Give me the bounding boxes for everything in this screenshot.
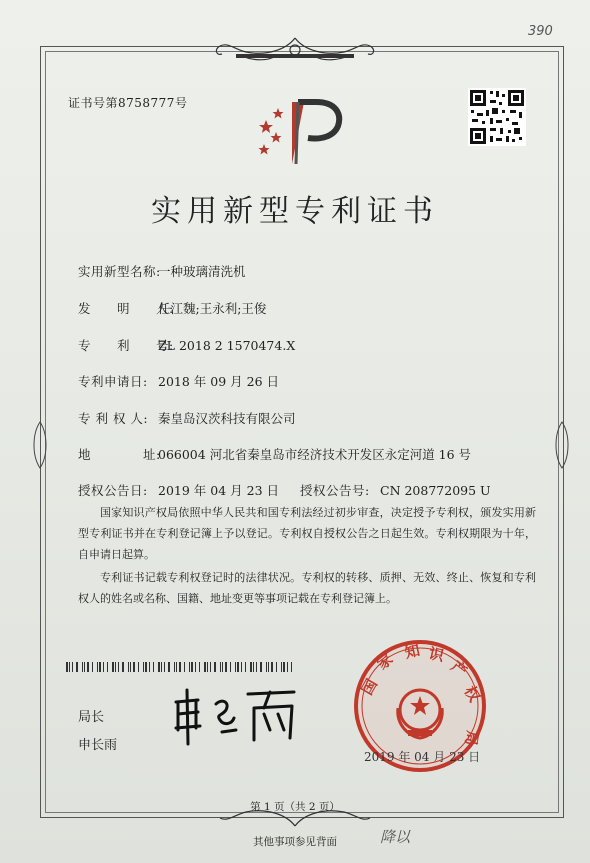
director-signature: [168, 684, 308, 748]
field-value: 2018 年 09 月 26 日: [158, 374, 279, 389]
field-patentee: [78, 409, 296, 427]
svg-text:识: 识: [427, 644, 446, 666]
field-grant-number: [300, 481, 491, 499]
page-indicator: 第 1 页（共 2 页）: [250, 801, 340, 813]
field-value: 066004 河北省秦皇岛市经济技术开发区永定河道 16 号: [158, 447, 472, 462]
certificate-number: 证书号第8758777号: [68, 96, 188, 110]
field-label: 专 利 号:: [78, 338, 174, 353]
body-paragraph: 专利证书记载专利权登记时的法律状况。专利权的转移、质押、无效、终止、恢复和专利权人的姓名或名称、国籍、地址变更等事项记载在专利登记簿上。: [78, 571, 536, 605]
qr-code: [468, 88, 526, 146]
field-label: 实用新型名称:: [78, 264, 161, 279]
left-ornament: [30, 420, 50, 470]
field-utility-model-name: [78, 262, 246, 280]
field-address: [78, 445, 471, 463]
patent-office-emblem: [252, 92, 344, 172]
seal-date: 2019 年 04 月 23 日: [364, 750, 481, 764]
svg-text:权: 权: [460, 683, 484, 706]
field-label: 专利申请日:: [78, 374, 148, 389]
footer-handwritten-mark: 降以: [380, 828, 411, 846]
field-filing-date: [78, 372, 279, 390]
body-paragraph: 国家知识产权局依照中华人民共和国专利法经过初步审查，决定授予专利权，颁发实用新型专利证书并在专利登记簿上予以登记。专利权自授权公告之日起生效。专利权期限为十年，自申请日起算。: [78, 506, 536, 561]
certificate-body: [78, 502, 536, 611]
director-name: 申长雨: [78, 738, 118, 753]
field-label: 地 址:: [78, 447, 161, 462]
field-value: 一种玻璃清洗机: [158, 264, 246, 279]
field-inventor: [78, 299, 266, 317]
security-barcode-strip: [66, 662, 298, 672]
field-label: 授权公告日:: [78, 483, 148, 498]
field-label: 发 明 人:: [78, 301, 174, 316]
right-ornament: [552, 420, 572, 470]
svg-text:知: 知: [403, 641, 422, 662]
svg-text:国: 国: [357, 675, 381, 698]
field-grant-date: [78, 481, 279, 499]
director-title: 局长: [78, 710, 105, 725]
svg-text:家: 家: [373, 649, 397, 674]
top-ornament: [206, 34, 384, 64]
field-value: 2019 年 04 月 23 日: [158, 483, 279, 498]
svg-text:产: 产: [447, 656, 471, 681]
certificate-title: 实用新型专利证书: [151, 194, 439, 229]
field-value: ZL 2018 2 1570474.X: [158, 338, 296, 353]
svg-text:局: 局: [461, 729, 482, 748]
field-value: CN 208772095 U: [380, 483, 491, 498]
footer-note: 其他事项参见背面: [253, 836, 337, 848]
field-value: 任江魏;王永利;王俊: [158, 301, 267, 316]
field-value: 秦皇岛汉茨科技有限公司: [158, 411, 296, 426]
corner-handwritten-note: 390: [528, 24, 553, 39]
field-patent-number: [78, 336, 295, 354]
field-label: 专 利 权 人:: [78, 411, 149, 426]
field-label: 授权公告号:: [300, 483, 370, 498]
